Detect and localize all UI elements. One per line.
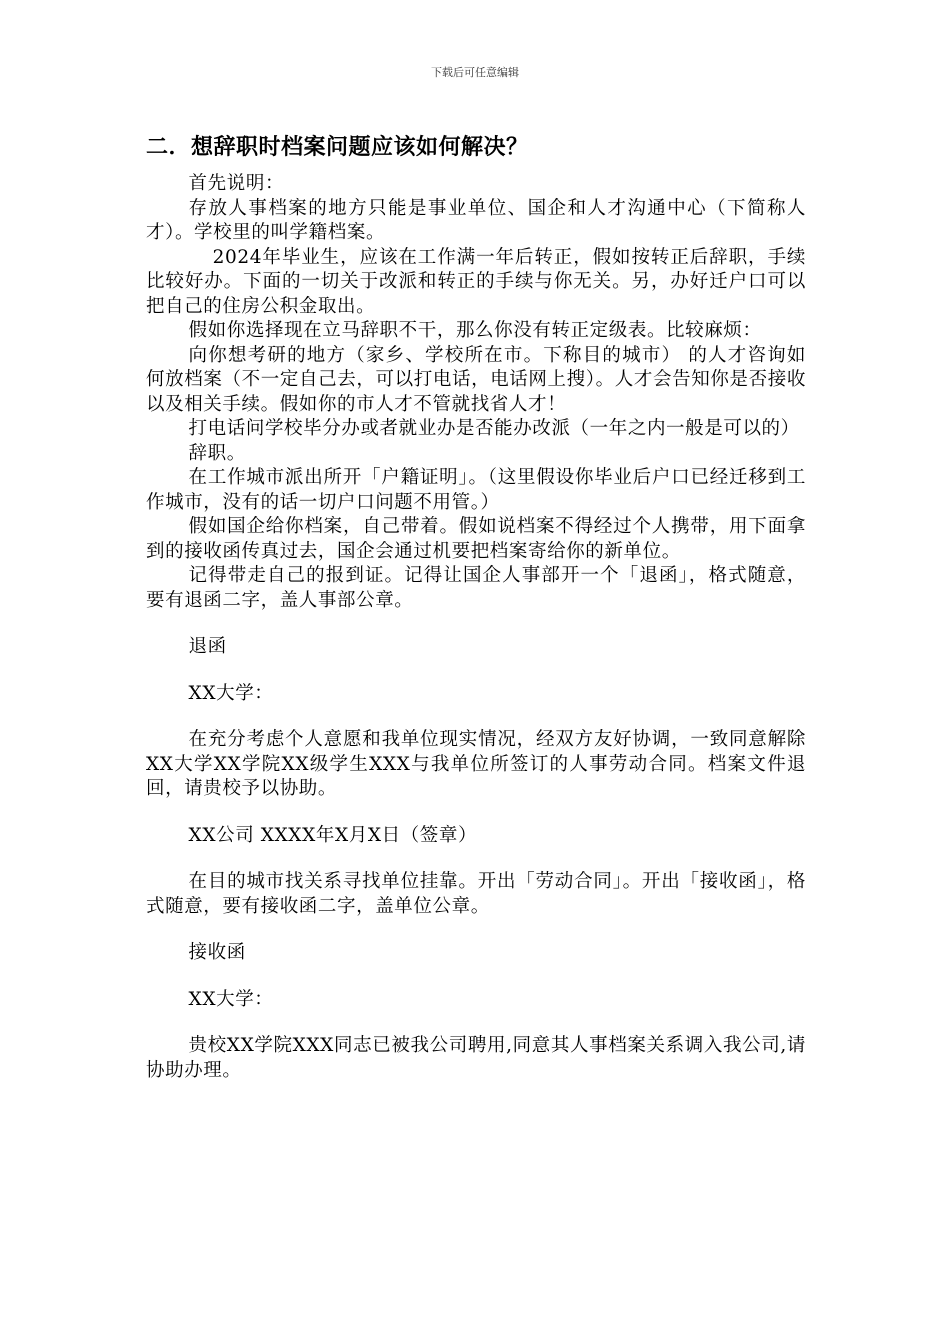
letter-body-return: 在充分考虑个人意愿和我单位现实情况，经双方友好协调，一致同意解除XX大学XX学院XX级学生XXX与我单位所签订的人事劳动合同。档案文件退回，请贵校予以协助。 — [146, 729, 806, 799]
paragraph-find-unit: 在目的城市找关系寻找单位挂靠。开出「劳动合同」。开出「接收函」，格式随意，要有接收函二字，盖单位公章。 — [146, 871, 806, 917]
paragraph-graduate-2024: 2024年毕业生，应该在工作满一年后转正，假如按转正后辞职，手续比较好办。下面的一切关于改派和转正的手续与你无关。另，办好迁户口可以把自己的住房公积金取出。 — [146, 246, 806, 317]
letter-signature-return: XX公司 XXXX年X月X日（签章） — [188, 824, 478, 846]
paragraph-household-proof: 在工作城市派出所开「户籍证明」。（这里假设你毕业后户口已经迁移到工作城市，没有的话一切户口问题不用管。） — [146, 467, 806, 513]
paragraph-carry-archive: 假如国企给你档案，自己带着。假如说档案不得经过个人携带，用下面拿到的接收函传真过去，国企会通过机要把档案寄给你的新单位。 — [146, 516, 806, 562]
paragraph-call-school: 打电话问学校毕分办或者就业办是否能办改派（一年之内一般是可以的） — [188, 418, 800, 439]
paragraph-resign: 辞职。 — [188, 442, 246, 464]
paragraph-report-card: 记得带走自己的报到证。记得让国企人事部开一个「退函」，格式随意，要有退函二字，盖人事部公章。 — [146, 565, 806, 611]
letter-body-accept: 贵校XX学院XXX同志已被我公司聘用,同意其人事档案关系调入我公司,请协助办理。 — [146, 1035, 806, 1081]
paragraph-archive-location: 存放人事档案的地方只能是事业单位、国企和人才沟通中心（下简称人才）。学校里的叫学籍档案。 — [146, 197, 806, 243]
page-header: 下载后可任意编辑 — [431, 66, 519, 79]
paragraph-consult-talent-center: 向你想考研的地方（家乡、学校所在市。下称目的城市） 的人才咨询如何放档案（不一定自己去，可以打电话，电话网上搜）。人才会告知你是否接收以及相关手续。假如你的市人才不管就找省人才！ — [146, 344, 806, 415]
letter-title-accept: 接收函 — [188, 942, 246, 963]
letter-title-return: 退函 — [188, 636, 227, 657]
paragraph-intro: 首先说明： — [188, 173, 285, 194]
paragraph-quit-now: 假如你选择现在立马辞职不干，那么你没有转正定级表。比较麻烦： — [188, 320, 762, 341]
letter-recipient-accept: XX大学： — [188, 988, 274, 1010]
document-body — [146, 132, 806, 1083]
letter-recipient-return: XX大学： — [188, 682, 274, 704]
section-title: 二．想辞职时档案问题应该如何解决？ — [146, 135, 529, 160]
